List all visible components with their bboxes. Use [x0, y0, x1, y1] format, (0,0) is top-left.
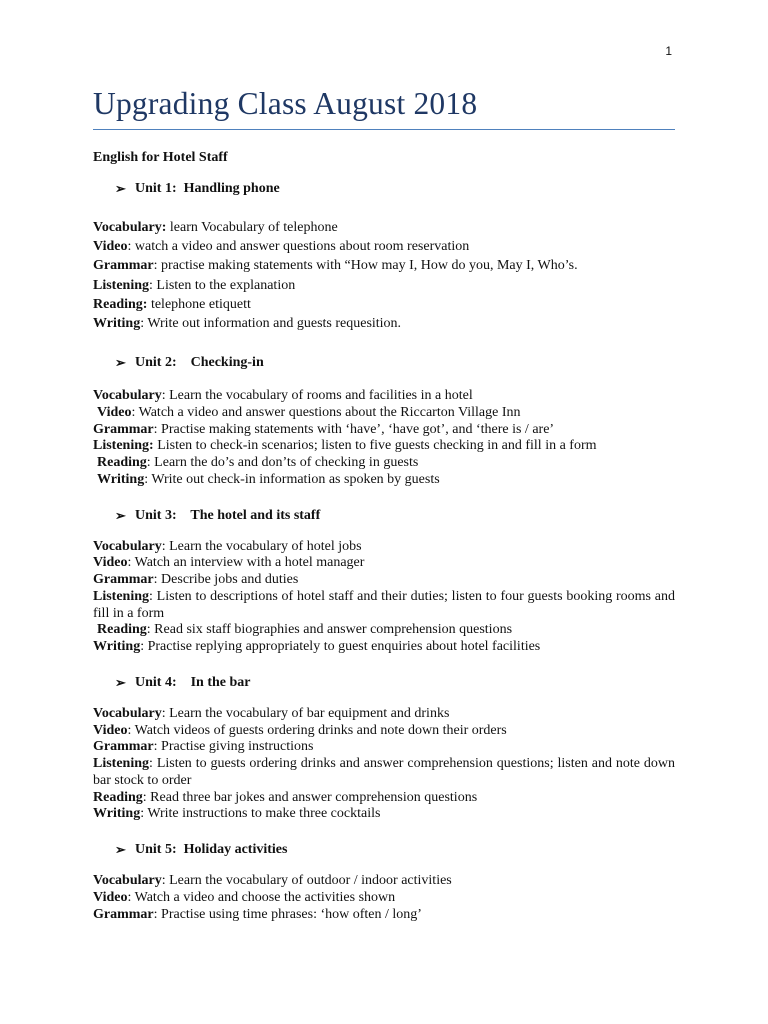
line-label: Listening: [93, 438, 154, 454]
unit-section [93, 179, 675, 333]
video-line [93, 237, 675, 256]
line-text: : Learn the vocabulary of rooms and facilities in a hotel [161, 388, 473, 404]
line-label: Grammar [93, 258, 154, 274]
line-text: : Watch an interview with a hotel manager [127, 555, 365, 571]
video-line [93, 890, 675, 907]
title-underline [93, 129, 675, 130]
line-text: Listen to check-in scenarios; listen to five guests checking in and fill in a form [153, 438, 597, 454]
reading-line [93, 455, 675, 472]
line-label: Grammar [93, 906, 154, 922]
arrow-bullet-icon: ➢ [115, 181, 126, 196]
line-text: : Describe jobs and duties [153, 572, 299, 588]
vocabulary-line [93, 539, 675, 556]
line-label: Grammar [93, 572, 154, 588]
unit-heading [93, 506, 675, 525]
unit-section [93, 353, 675, 489]
unit-lines [93, 218, 675, 333]
line-label: Vocabulary [93, 538, 162, 554]
reading-line [93, 622, 675, 639]
line-text: : Practise making statements with ‘have’, ‘have got’, and ‘there is / are’ [153, 421, 555, 437]
line-label: Writing [97, 471, 145, 487]
line-label: Vocabulary [93, 873, 162, 889]
line-label: Listening [93, 277, 150, 293]
line-label: Writing [93, 806, 141, 822]
line-label: Video [93, 555, 128, 571]
line-text: : Read six staff biographies and answer comprehension questions [146, 622, 513, 638]
line-text: : Learn the vocabulary of hotel jobs [161, 538, 362, 554]
unit-title: Unit 5: Holiday activities [135, 842, 288, 858]
vocabulary-line [93, 706, 675, 723]
unit-section [93, 840, 675, 923]
line-text: : Listen to the explanation [149, 277, 296, 293]
grammar-line [93, 907, 675, 924]
line-text: learn Vocabulary of telephone [166, 220, 338, 235]
unit-lines [93, 388, 675, 489]
line-label: Video [97, 404, 132, 420]
line-text: : Watch a video and choose the activities shown [127, 889, 396, 905]
unit-heading [93, 840, 675, 859]
unit-title: Unit 1: Handling phone [135, 181, 280, 196]
grammar-line [93, 572, 675, 589]
document-body [93, 148, 675, 923]
grammar-line [93, 422, 675, 439]
writing-line [93, 806, 675, 823]
vocabulary-line [93, 388, 675, 405]
unit-lines [93, 706, 675, 823]
line-text: : Learn the vocabulary of bar equipment and drinks [161, 705, 450, 721]
page-number: 1 [665, 44, 672, 58]
unit-heading [93, 353, 675, 372]
line-label: Video [93, 889, 128, 905]
video-line [93, 405, 675, 422]
arrow-bullet-icon: ➢ [115, 842, 126, 858]
writing-line [93, 639, 675, 656]
unit-title: Unit 4: In the bar [135, 674, 251, 690]
line-label: Listening [93, 756, 150, 772]
line-label: Video [93, 239, 128, 255]
line-label: Writing [93, 316, 141, 332]
line-text: : Write out information and guests requesition. [140, 316, 402, 332]
line-text: : Write out check-in information as spoken by guests [144, 471, 440, 487]
line-label: Grammar [93, 421, 154, 437]
line-text: : Practise using time phrases: ‘how often / long’ [153, 906, 422, 922]
reading-line [93, 790, 675, 807]
unit-section [93, 506, 675, 656]
line-label: Reading [97, 622, 147, 638]
line-label: Reading [97, 455, 147, 471]
grammar-line [93, 739, 675, 756]
vocabulary-line [93, 873, 675, 890]
line-text: : Watch a video and answer questions about the Riccarton Village Inn [131, 404, 521, 420]
line-text: : Practise replying appropriately to guest enquiries about hotel facilities [140, 639, 541, 655]
listening-line [93, 276, 675, 295]
line-text: : Learn the do’s and don’ts of checking in guests [146, 455, 419, 471]
line-text: : watch a video and answer questions about room reservation [127, 239, 470, 255]
writing-line [93, 314, 675, 333]
arrow-bullet-icon: ➢ [115, 507, 126, 523]
unit-section [93, 673, 675, 823]
listening-line [93, 438, 675, 455]
line-text: : practise making statements with “How may I, How do you, May I, Who’s. [153, 258, 578, 274]
unit-title: Unit 2: Checking-in [135, 355, 264, 371]
line-label: Vocabulary: [93, 220, 167, 235]
line-label: Vocabulary [93, 388, 162, 404]
unit-title: Unit 3: The hotel and its staff [135, 507, 321, 523]
listening-line [93, 589, 675, 623]
document-subtitle: English for Hotel Staff [93, 150, 228, 165]
listening-line [93, 756, 675, 790]
unit-lines [93, 873, 675, 923]
unit-lines [93, 539, 675, 656]
line-text: : Read three bar jokes and answer comprehension questions [142, 789, 478, 805]
line-text: : Listen to descriptions of hotel staff and their duties; listen to four guests booking rooms and fill in a form [93, 588, 675, 621]
grammar-line [93, 256, 675, 275]
line-label: Video [93, 722, 128, 738]
unit-heading [93, 673, 675, 692]
line-text: : Watch videos of guests ordering drinks and note down their orders [127, 722, 507, 738]
line-label: Writing [93, 639, 141, 655]
arrow-bullet-icon: ➢ [115, 355, 126, 371]
document-title: Upgrading Class August 2018 [93, 86, 478, 121]
video-line [93, 723, 675, 740]
writing-line [93, 472, 675, 489]
line-label: Reading [93, 789, 143, 805]
line-text: : Learn the vocabulary of outdoor / indoor activities [161, 873, 452, 889]
unit-heading [93, 179, 675, 198]
line-text: telephone etiquett [147, 296, 251, 312]
video-line [93, 555, 675, 572]
line-label: Listening [93, 588, 150, 604]
line-label: Vocabulary [93, 705, 162, 721]
reading-line [93, 295, 675, 314]
line-text: : Write instructions to make three cocktails [140, 806, 381, 822]
line-label: Reading: [93, 296, 148, 312]
arrow-bullet-icon: ➢ [115, 674, 126, 690]
vocabulary-line [93, 218, 675, 237]
line-label: Grammar [93, 739, 154, 755]
line-text: : Practise giving instructions [153, 739, 314, 755]
line-text: : Listen to guests ordering drinks and answer comprehension questions; listen and note down bar stock to order [93, 756, 675, 788]
